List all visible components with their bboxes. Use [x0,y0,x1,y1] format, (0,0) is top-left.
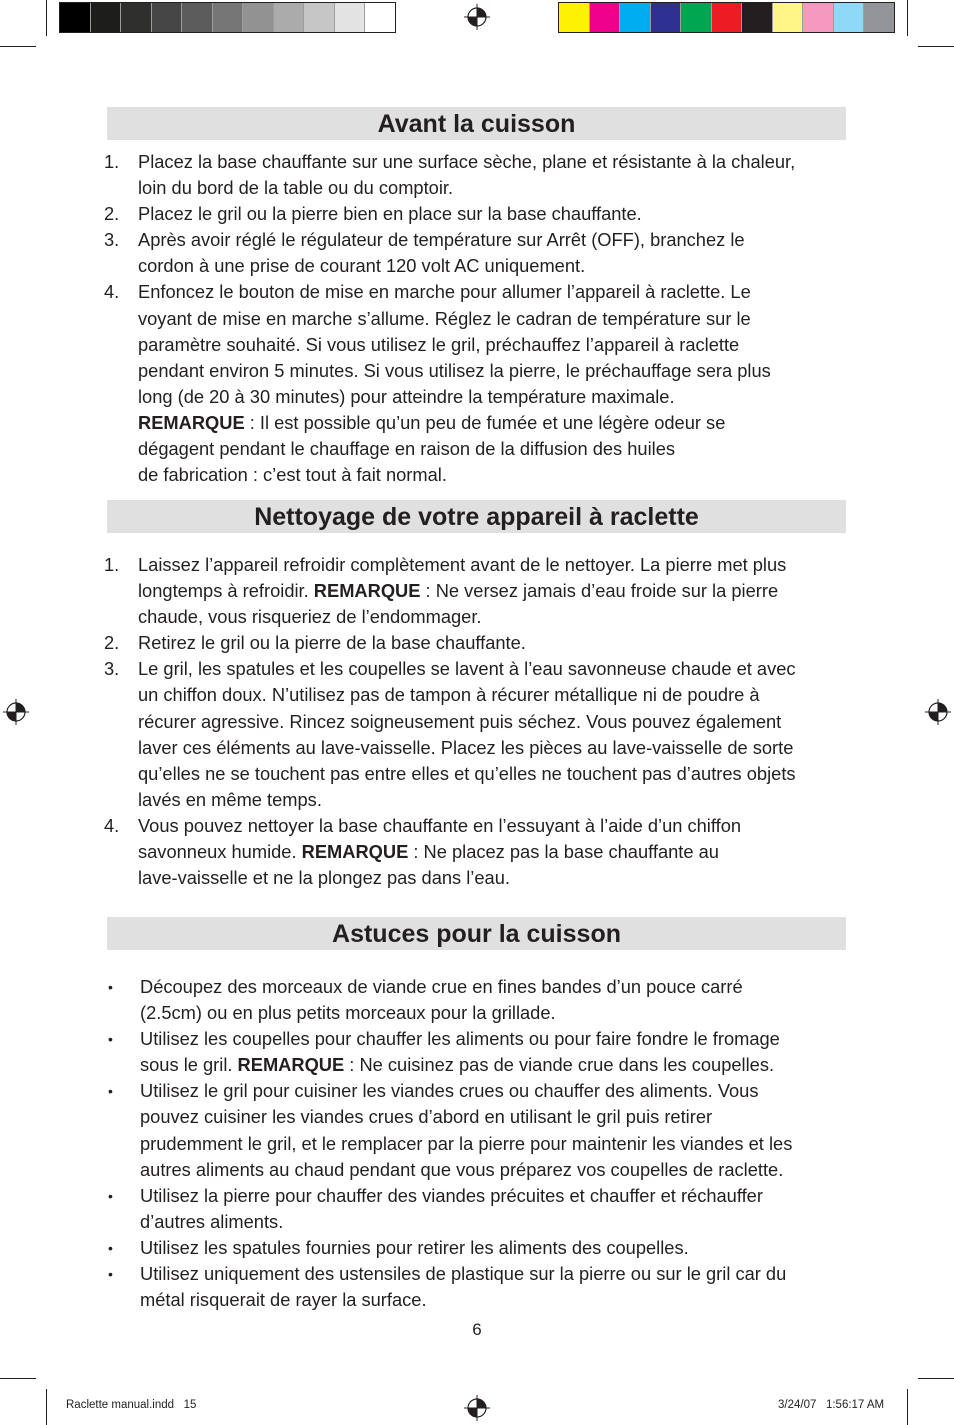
note-label: REMARQUE [313,580,421,602]
line: laver ces éléments au lave-vaisselle. Placez les pièces au lave-vaisselle de sorte [138,736,794,758]
list-item [104,1078,849,1182]
color-swatch [681,3,712,32]
color-swatch [742,3,773,32]
crop-mark [46,0,47,36]
gray-swatch [182,3,213,32]
line: Après avoir réglé le régulateur de température sur Arrêt (OFF), branchez le [138,229,745,251]
color-swatch [651,3,682,32]
line: lavés en même temps. [138,788,322,810]
line: prudemment le gril, et le remplacer par la pierre pour maintenir les viandes et les [140,1132,793,1154]
section-title: Astuces pour la cuisson [332,920,621,948]
color-swatch [773,3,804,32]
line: voyant de mise en marche s’allume. Réglez le cadran de température sur le [138,307,751,329]
section-header-avant [107,107,846,140]
line: : Ne placez pas la base chauffante au [408,841,719,863]
line: sous le gril. [140,1054,238,1076]
line: Enfoncez le bouton de mise en marche pour allumer l’appareil à raclette. Le [138,281,751,303]
bullet-icon: • [108,1187,113,1204]
crop-mark [907,0,908,36]
list-item [104,1183,849,1235]
footer-file-name: Raclette manual.indd 15 [66,1399,197,1411]
crop-mark [0,46,36,47]
registration-mark-icon [925,699,951,725]
line: Découpez des morceaux de viande crue en fines bandes d’un pouce carré [140,976,743,997]
color-swatch [559,3,590,32]
page-number: 6 [472,1320,482,1339]
line: de fabrication : c’est tout à fait normal. [138,464,447,486]
item-number: 2. [104,203,120,225]
line: (2.5cm) ou en plus petits morceaux pour la grillade. [140,1002,556,1024]
gray-swatch [152,3,183,32]
note-label: REMARQUE [237,1054,345,1076]
list-item [104,1026,849,1078]
color-swatch [803,3,834,32]
list-item [104,1261,849,1313]
line: : Ne versez jamais d’eau froide sur la pierre [420,580,779,602]
line: Utilisez les spatules fournies pour retirer les aliments des coupelles. [140,1236,689,1258]
line: cordon à une prise de courant 120 volt AC uniquement. [138,255,586,277]
item-number: 3. [104,229,120,251]
bullet-icon: • [108,1239,113,1256]
line: Utilisez la pierre pour chauffer des viandes précuites et chauffer et réchauffer [140,1184,763,1206]
registration-mark-icon [3,699,29,725]
crop-mark [46,1389,47,1425]
gray-color-bar [59,2,396,33]
section-title: Nettoyage de votre appareil à raclette [254,503,699,531]
color-swatch [712,3,743,32]
registration-mark-icon [464,4,490,30]
line: loin du bord de la table ou du comptoir. [138,177,454,199]
line: d’autres aliments. [140,1210,284,1232]
list-item [104,974,849,1026]
line: dégagent pendant le chauffage en raison de la diffusion des huiles [138,438,676,460]
bullet-icon: • [108,1083,113,1100]
list-item [104,630,849,656]
crop-mark [0,1378,36,1379]
registration-mark-icon [464,1395,490,1421]
item-number: 4. [104,814,120,836]
list-item [104,656,849,813]
note-label: REMARQUE [138,411,245,433]
line: Utilisez le gril pour cuisiner les viandes crues ou chauffer des aliments. Vous [140,1080,759,1102]
astuces-list [104,974,849,1313]
line: : Ne cuisinez pas de viande crue dans les coupelles. [344,1054,775,1076]
line: pouvez cuisiner les viandes crues d’abord en utilisant le gril puis retirer [140,1106,713,1128]
line: chaude, vous risqueriez de l’endommager. [138,606,482,628]
section-header-nettoyage [107,500,846,533]
gray-swatch [60,3,91,32]
crop-mark [918,46,954,47]
item-number: 3. [104,658,120,680]
gray-swatch [365,3,395,32]
line: Utilisez les coupelles pour chauffer les aliments ou pour faire fondre le fromage [140,1028,780,1050]
color-swatch [834,3,865,32]
line: métal risquerait de rayer la surface. [140,1289,427,1311]
line: un chiffon doux. N’utilisez pas de tampon à récurer métallique ni de poudre à [138,684,760,706]
list-item [104,552,849,630]
gray-swatch [91,3,122,32]
gray-swatch [121,3,152,32]
note-label: REMARQUE [301,841,409,863]
line: Vous pouvez nettoyer la base chauffante en l’essuyant à l’aide d’un chiffon [138,814,742,836]
list-item [104,149,849,201]
color-swatch [864,3,894,32]
gray-swatch [213,3,244,32]
item-number: 1. [104,554,120,575]
line: long (de 20 à 30 minutes) pour atteindre la température maximale. [138,385,675,407]
item-number: 4. [104,281,120,303]
line: qu’elles ne se touchent pas entre elles et qu’elles ne touchent pas d’autres objets [138,762,796,784]
crop-mark [907,1389,908,1425]
line: lave-vaisselle et ne la plongez pas dans l’eau. [138,867,510,889]
item-number: 1. [104,151,120,172]
list-item [104,813,849,891]
line: Placez le gril ou la pierre bien en place sur la base chauffante. [138,203,642,225]
nettoyage-list [104,552,849,891]
section-header-astuces [107,917,846,950]
gray-swatch [243,3,274,32]
process-color-bar [558,2,895,33]
line: : Il est possible qu’un peu de fumée et une légère odeur se [244,411,726,433]
color-swatch [620,3,651,32]
gray-swatch [335,3,366,32]
section-title: Avant la cuisson [377,110,576,138]
bullet-icon: • [108,1266,113,1283]
line: Placez la base chauffante sur une surface sèche, plane et résistante à la chaleur, [138,151,796,172]
list-item [104,1235,849,1261]
list-item [104,227,849,279]
line: Utilisez uniquement des ustensiles de plastique sur la pierre ou sur le gril car du [140,1263,787,1285]
bullet-icon: • [108,1031,113,1048]
line: pendant environ 5 minutes. Si vous utilisez la pierre, le préchauffage sera plus [138,359,771,381]
footer-date: 3/24/07 1:56:17 AM [778,1399,885,1411]
line: Laissez l’appareil refroidir complètement avant de le nettoyer. La pierre met plus [138,554,787,575]
list-item [104,201,849,227]
gray-swatch [304,3,335,32]
bullet-icon: • [108,979,113,995]
color-swatch [590,3,621,32]
crop-mark [918,1378,954,1379]
line: longtemps à refroidir. [138,580,314,602]
item-number: 2. [104,632,120,654]
line: récurer agressive. Rincez soigneusement puis séchez. Vous pouvez également [138,710,782,732]
line: paramètre souhaité. Si vous utilisez le gril, préchauffez l’appareil à raclette [138,333,740,355]
gray-swatch [274,3,305,32]
line: savonneux humide. [138,841,302,863]
avant-list [104,149,849,488]
line: autres aliments au chaud pendant que vous préparez vos coupelles de raclette. [140,1158,784,1180]
list-item [104,279,849,488]
line: Le gril, les spatules et les coupelles se lavent à l’eau savonneuse chaude et avec [138,658,796,680]
line: Retirez le gril ou la pierre de la base chauffante. [138,632,526,654]
